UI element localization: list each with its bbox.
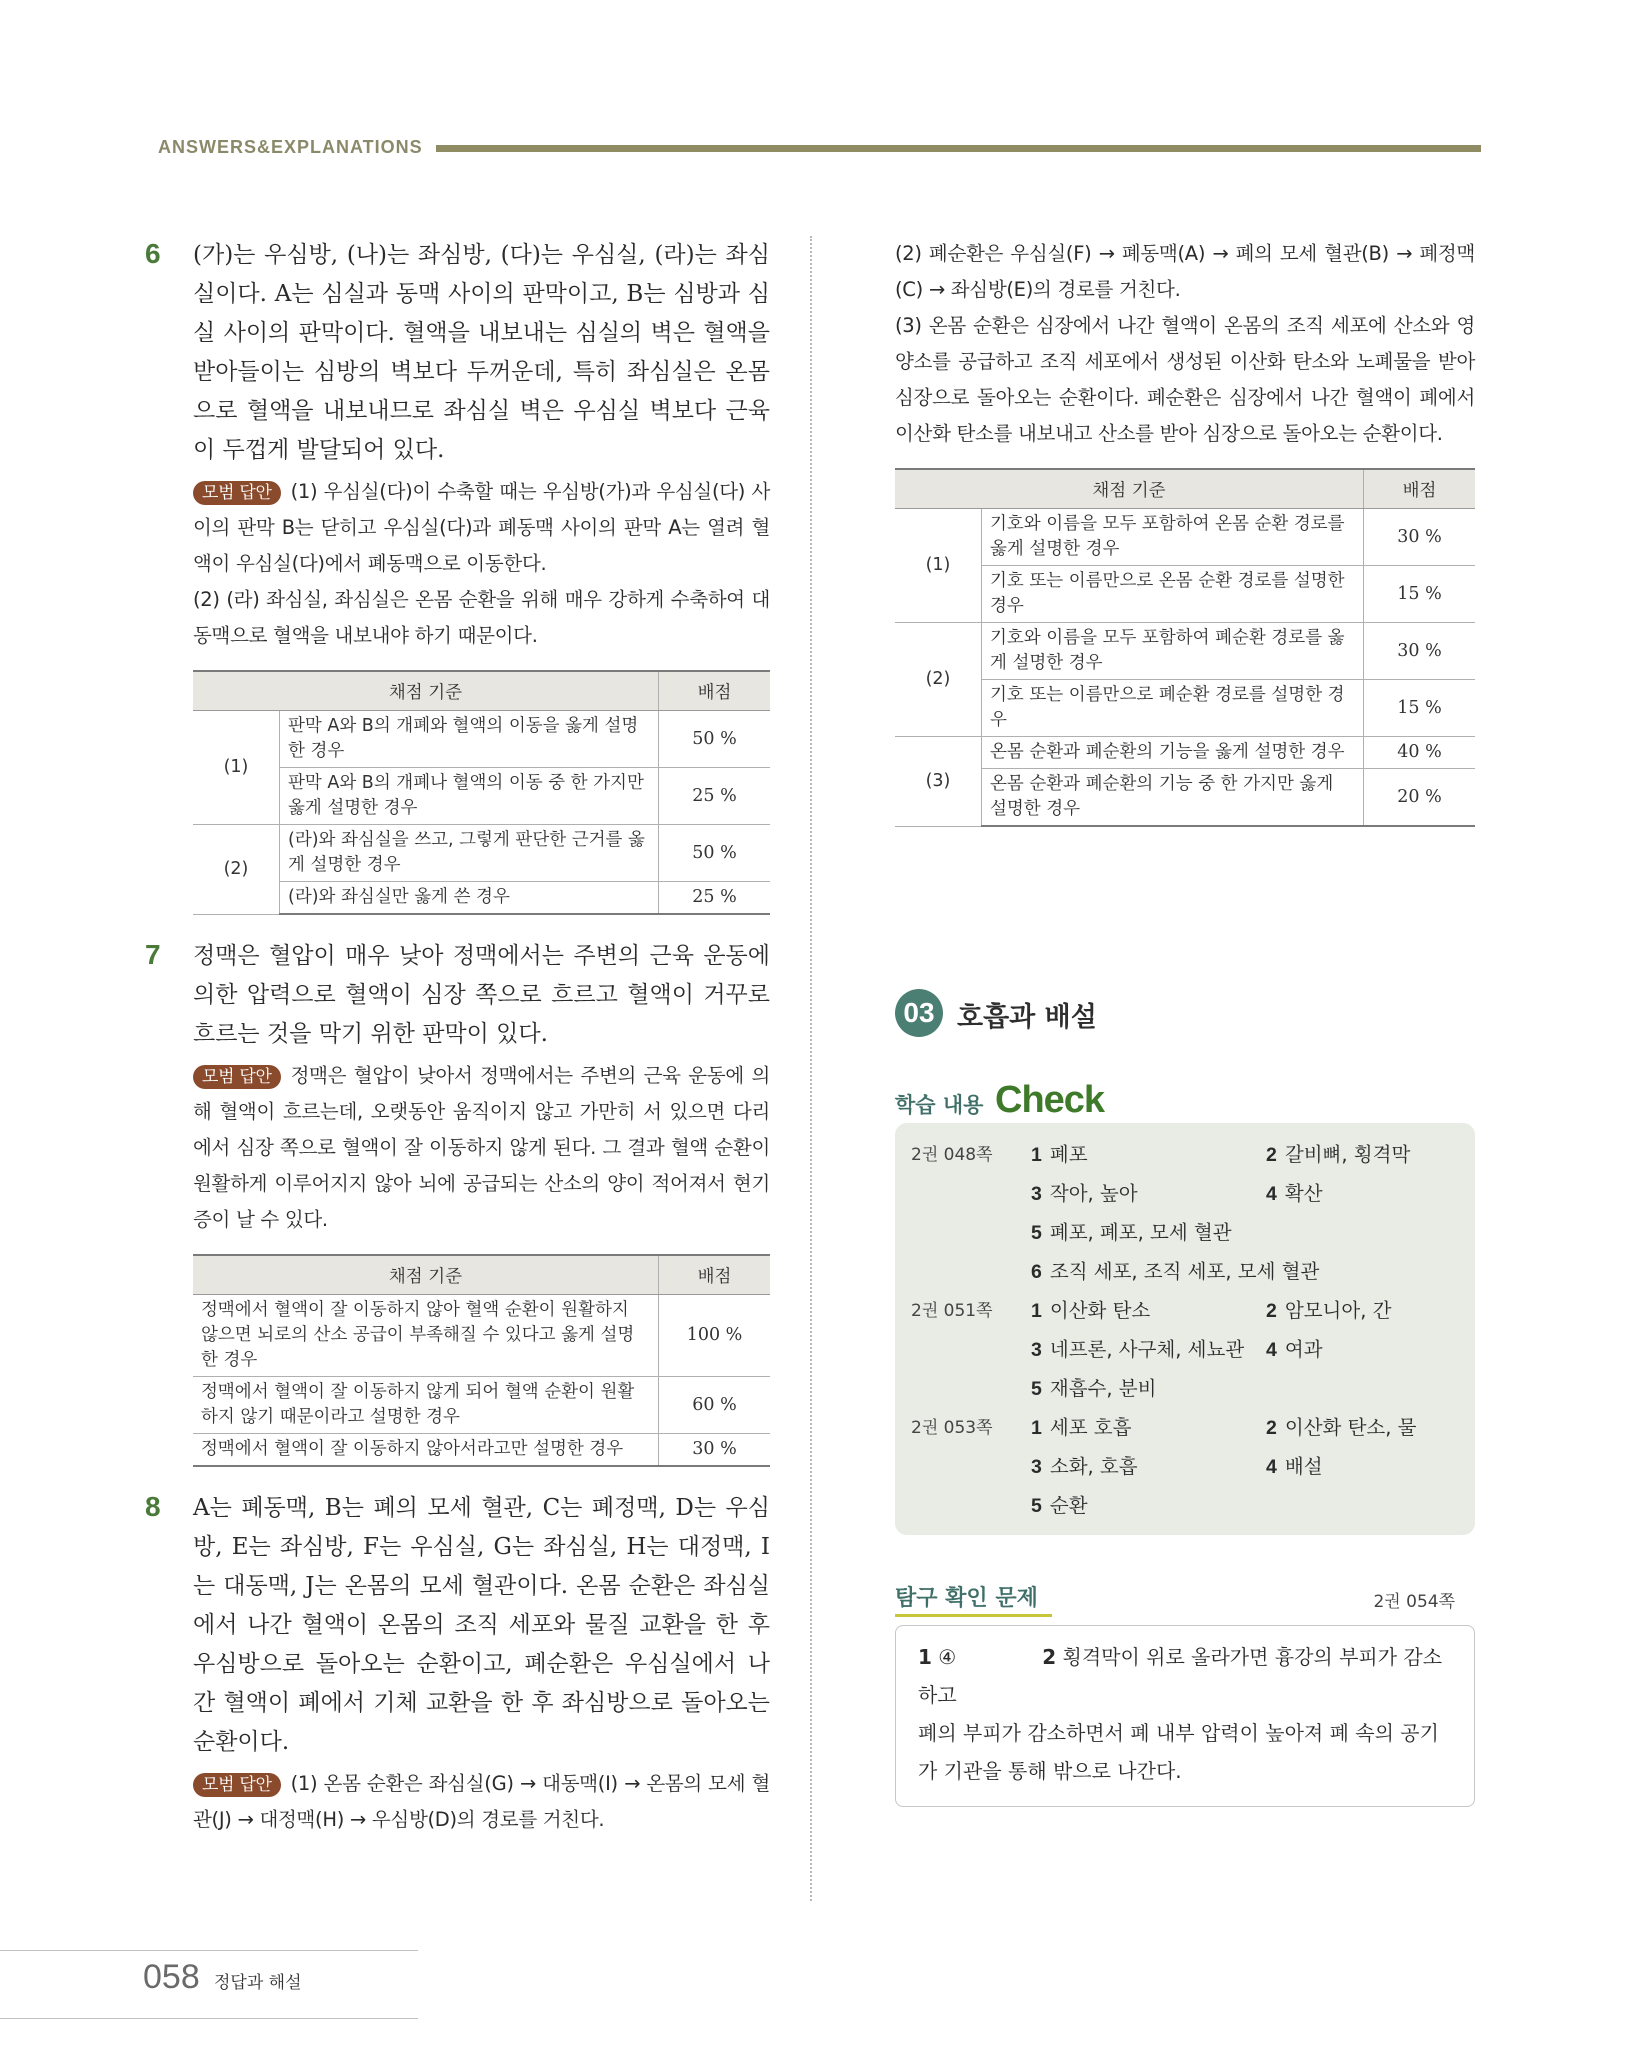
item-answer: 이산화 탄소: [1049, 1298, 1151, 1322]
answer-part-1: (1) 우심실(다)이 수축할 때는 우심방(가)과 우심실(다) 사이의 판막 B는 닫히고 우심실(다)과 폐동맥 사이의 판막 A는 열려 혈액이 우심실(다)에서 폐동맥으로 이동한다.: [193, 480, 770, 575]
scoring-table: [193, 670, 770, 915]
points-cell: 15 %: [1364, 566, 1476, 623]
criteria-cell: 기호 또는 이름만으로 폐순환 경로를 설명한 경우: [982, 680, 1364, 737]
item-number: 1: [1031, 1416, 1042, 1439]
points-cell: 30 %: [659, 1434, 771, 1467]
row-label: (1): [895, 509, 982, 623]
item-number: 2: [1042, 1645, 1057, 1669]
criteria-cell: 정맥에서 혈액이 잘 이동하지 않아서라고만 설명한 경우: [193, 1434, 659, 1467]
item-answer: 네프론, 사구체, 세뇨관: [1049, 1337, 1245, 1361]
item-answer-continued: 폐의 부피가 감소하면서 폐 내부 압력이 높아져 폐 속의 공기가 기관을 통해 밖으로 나간다.: [918, 1721, 1439, 1783]
item-number: 1: [1031, 1143, 1042, 1166]
model-answer-badge: 모범 답안: [193, 1773, 281, 1797]
check-logo: Check: [995, 1079, 1105, 1121]
question-8: [145, 1489, 770, 1838]
item-number: 2: [1266, 1416, 1277, 1439]
explanation-text: (가)는 우심방, (나)는 좌심방, (다)는 우심실, (라)는 좌심실이다. A는 심실과 동맥 사이의 판막이고, B는 심방과 심실 사이의 판막이다. 혈액을 내보내는 심실의 벽은 혈액을 받아들이는 심방의 벽보다 두꺼운데, 특히 좌심실은 온몸으로 혈액을 내보내므로 좌심실 벽은 우심실 벽보다 근육이 두껍게 발달되어 있다.: [193, 242, 770, 463]
answer-part-1: (1) 온몸 순환은 좌심실(G) → 대동맥(I) → 온몸의 모세 혈관(J) → 대정맥(H) → 우심방(D)의 경로를 거친다.: [193, 1772, 770, 1831]
points-cell: 30 %: [1364, 509, 1476, 566]
right-column: [895, 236, 1475, 1807]
criteria-cell: (라)와 좌심실을 쓰고, 그렇게 판단한 근거를 옳게 설명한 경우: [280, 825, 659, 882]
question-number: 7: [145, 939, 161, 970]
question-6: [145, 236, 770, 915]
item-number: 5: [1031, 1494, 1042, 1517]
page-ref: 2권 048쪽: [911, 1145, 993, 1165]
explanation-text: A는 폐동맥, B는 폐의 모세 혈관, C는 폐정맥, D는 우심방, E는 좌심방, F는 우심실, G는 좌심실, H는 대정맥, I는 대동맥, J는 온몸의 모세 혈관이다. 온몸 순환은 좌심실에서 나간 혈액이 온몸의 조직 세포와 물질 교환을 한 후 우심방으로 돌아오는 순환이고, 폐순환은 우심실에서 나간 혈액이 폐에서 기체 교환을 한 후 좌심방으로 돌아오는 순환이다.: [193, 1495, 770, 1755]
points-cell: 50 %: [659, 711, 771, 768]
section-number: 03: [895, 989, 943, 1037]
points-cell: 25 %: [659, 768, 771, 825]
criteria-header: 채점 기준: [193, 1255, 659, 1295]
check-answers-box: [895, 1123, 1475, 1535]
check-heading: [895, 1079, 1475, 1123]
points-cell: 20 %: [1364, 769, 1476, 827]
item-number: 1: [1031, 1299, 1042, 1322]
criteria-cell: 기호와 이름을 모두 포함하여 폐순환 경로를 옳게 설명한 경우: [982, 623, 1364, 680]
table-row: [895, 509, 1475, 566]
item-answer: 폐포: [1049, 1142, 1088, 1166]
item-answer: 여과: [1284, 1337, 1323, 1361]
item-answer: 배설: [1284, 1454, 1323, 1478]
item-number: 4: [1266, 1338, 1277, 1361]
table-row: [193, 711, 770, 768]
explore-title: 탐구 확인 문제: [895, 1581, 1052, 1617]
table-row: [193, 1434, 770, 1467]
page-ref: 2권 053쪽: [911, 1418, 993, 1438]
row-label: (1): [193, 711, 280, 825]
item-answer: 이산화 탄소, 물: [1284, 1415, 1417, 1439]
criteria-cell: 온몸 순환과 폐순환의 기능을 옳게 설명한 경우: [982, 737, 1364, 769]
points-header: 배점: [659, 1255, 771, 1295]
table-row: [193, 882, 770, 915]
explore-section: [895, 1581, 1475, 1807]
item-number: 1: [918, 1645, 932, 1669]
footer-rule-bottom: [0, 2018, 418, 2019]
item-number: 5: [1031, 1377, 1042, 1400]
item-answer: 조직 세포, 조직 세포, 모세 혈관: [1049, 1259, 1320, 1283]
footer-rule-top: [0, 1950, 418, 1951]
item-answer: 확산: [1284, 1181, 1323, 1205]
running-header: [158, 137, 1478, 161]
item-answer: 재흡수, 분비: [1049, 1376, 1157, 1400]
section-heading: [895, 987, 1475, 1043]
row-label: (2): [193, 825, 280, 915]
criteria-cell: 기호와 이름을 모두 포함하여 온몸 순환 경로를 옳게 설명한 경우: [982, 509, 1364, 566]
list-item: [911, 1172, 1459, 1211]
item-answer: 소화, 호흡: [1049, 1454, 1138, 1478]
scoring-table: [193, 1254, 770, 1467]
row-label: (2): [895, 623, 982, 737]
item-number: 2: [1266, 1299, 1277, 1322]
header-rule: [436, 145, 1481, 152]
check-label: 학습 내용: [895, 1093, 984, 1117]
question-number: 6: [145, 238, 161, 269]
left-column: [145, 236, 770, 1854]
list-item: [911, 1211, 1459, 1250]
table-row: [193, 768, 770, 825]
section-title: 호흡과 배설: [957, 1002, 1097, 1033]
points-header: 배점: [1364, 469, 1476, 509]
item-number: 4: [1266, 1455, 1277, 1478]
item-number: 4: [1266, 1182, 1277, 1205]
table-row: [895, 769, 1475, 827]
list-item: [911, 1133, 1459, 1172]
criteria-cell: 판막 A와 B의 개폐나 혈액의 이동 중 한 가지만 옳게 설명한 경우: [280, 768, 659, 825]
item-answer: 폐포, 폐포, 모세 혈관: [1049, 1220, 1232, 1244]
answer-part-2: (2) 폐순환은 우심실(F) → 폐동맥(A) → 폐의 모세 혈관(B) → 폐정맥(C) → 좌심방(E)의 경로를 거친다.: [895, 242, 1475, 301]
item-answer: 횡격막이 위로 올라가면 흉강의 부피가 감소하고: [918, 1645, 1443, 1707]
answer-part-3: (3) 온몸 순환은 심장에서 나간 혈액이 온몸의 조직 세포에 산소와 영양소를 공급하고 조직 세포에서 생성된 이산화 탄소와 노폐물을 받아 심장으로 돌아오는 순환이다. 폐순환은 심장에서 나간 혈액이 폐에서 이산화 탄소를 내보내고 산소를 받아 심장으로 돌아오는 순환이다.: [895, 314, 1475, 445]
page-ref: 2권 054쪽: [1373, 1592, 1455, 1612]
item-number: 2: [1266, 1143, 1277, 1166]
criteria-header: 채점 기준: [895, 469, 1364, 509]
list-item: [911, 1445, 1459, 1484]
model-answer: [193, 1058, 770, 1238]
model-answer: [193, 1766, 770, 1838]
item-answer: 세포 호흡: [1049, 1415, 1132, 1439]
item-number: 3: [1031, 1338, 1042, 1361]
column-divider: [810, 236, 812, 1901]
list-item: [911, 1367, 1459, 1406]
page-ref: 2권 051쪽: [911, 1301, 993, 1321]
criteria-header: 채점 기준: [193, 671, 659, 711]
model-answer-badge: 모범 답안: [193, 1065, 281, 1089]
item-answer: 갈비뼈, 횡격막: [1284, 1142, 1411, 1166]
answer-part-2: (2) (라) 좌심실, 좌심실은 온몸 순환을 위해 매우 강하게 수축하여 대동맥으로 혈액을 내보내야 하기 때문이다.: [193, 588, 770, 647]
row-label: (3): [895, 737, 982, 827]
list-item: [911, 1484, 1459, 1523]
points-cell: 25 %: [659, 882, 771, 915]
table-row: [895, 566, 1475, 623]
item-answer: 작아, 높아: [1049, 1181, 1138, 1205]
list-item: [911, 1406, 1459, 1445]
explore-answer-box: [895, 1625, 1475, 1807]
points-cell: 30 %: [1364, 623, 1476, 680]
table-row: [193, 1377, 770, 1434]
footer-label: 정답과 해설: [214, 1973, 302, 1993]
explanation-text: 정맥은 혈압이 매우 낮아 정맥에서는 주변의 근육 운동에 의한 압력으로 혈액이 심장 쪽으로 흐르고 혈액이 거꾸로 흐르는 것을 막기 위한 판막이 있다.: [193, 943, 770, 1047]
question-number: 8: [145, 1491, 161, 1522]
points-cell: 50 %: [659, 825, 771, 882]
criteria-cell: 정맥에서 혈액이 잘 이동하지 않게 되어 혈액 순환이 원활하지 않기 때문이라고 설명한 경우: [193, 1377, 659, 1434]
table-row: [895, 623, 1475, 680]
model-answer-badge: 모범 답안: [193, 481, 281, 505]
item-answer: ④: [938, 1645, 957, 1669]
item-number: 3: [1031, 1182, 1042, 1205]
item-number: 5: [1031, 1221, 1042, 1244]
criteria-cell: (라)와 좌심실만 옳게 쓴 경우: [280, 882, 659, 915]
points-cell: 100 %: [659, 1295, 771, 1377]
item-number: 3: [1031, 1455, 1042, 1478]
table-row: [895, 737, 1475, 769]
question-7: [145, 937, 770, 1467]
answer-text: 정맥은 혈압이 낮아서 정맥에서는 주변의 근육 운동에 의해 혈액이 흐르는데, 오랫동안 움직이지 않고 가만히 서 있으면 다리에서 심장 쪽으로 혈액이 잘 이동하지 않게 된다. 그 결과 혈액 순환이 원활하게 이루어지지 않아 뇌에 공급되는 산소의 양이 적어져서 현기증이 날 수 있다.: [193, 1064, 770, 1231]
points-cell: 40 %: [1364, 737, 1476, 769]
points-cell: 15 %: [1364, 680, 1476, 737]
table-row: [193, 1295, 770, 1377]
model-answer: [193, 474, 770, 654]
item-answer: 암모니아, 간: [1284, 1298, 1392, 1322]
table-row: [193, 825, 770, 882]
header-title: ANSWERS&EXPLANATIONS: [158, 137, 423, 157]
table-row: [895, 680, 1475, 737]
scoring-table: [895, 468, 1475, 827]
list-item: [911, 1328, 1459, 1367]
item-number: 6: [1031, 1260, 1042, 1283]
page-number: 058: [143, 1958, 200, 1996]
criteria-cell: 온몸 순환과 폐순환의 기능 중 한 가지만 옳게 설명한 경우: [982, 769, 1364, 827]
criteria-cell: 판막 A와 B의 개폐와 혈액의 이동을 옳게 설명한 경우: [280, 711, 659, 768]
list-item: [911, 1250, 1459, 1289]
criteria-cell: 정맥에서 혈액이 잘 이동하지 않아 혈액 순환이 원활하지 않으면 뇌로의 산소 공급이 부족해질 수 있다고 옳게 설명한 경우: [193, 1295, 659, 1377]
criteria-cell: 기호 또는 이름만으로 온몸 순환 경로를 설명한 경우: [982, 566, 1364, 623]
item-answer: 순환: [1049, 1493, 1088, 1517]
points-header: 배점: [659, 671, 771, 711]
list-item: [911, 1289, 1459, 1328]
points-cell: 60 %: [659, 1377, 771, 1434]
